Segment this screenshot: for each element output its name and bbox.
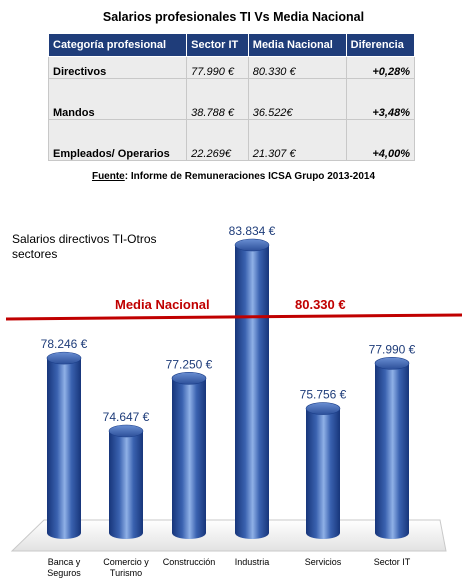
bar-value-label: 78.246 €	[40, 337, 88, 352]
row-sector-it: 22.269€	[187, 120, 249, 161]
source-label: Fuente	[91, 171, 125, 182]
bar-body	[306, 409, 340, 539]
row-media-nacional: 36.522€	[248, 79, 346, 120]
row-diferencia: +4,00%	[346, 120, 414, 161]
row-category: Mandos	[49, 79, 187, 120]
row-diferencia: +0,28%	[346, 57, 414, 79]
bar-value-label: 74.647 €	[102, 410, 150, 424]
bar-body	[109, 431, 143, 539]
header-category: Categoría profesional	[49, 34, 187, 57]
table-header-row	[49, 34, 415, 57]
category-label: Banca y Seguros	[47, 557, 81, 578]
bar-4	[229, 224, 276, 567]
row-sector-it: 38.788 €	[187, 79, 249, 120]
category-label: Industria	[234, 557, 270, 567]
bar-value-label: 77.990 €	[368, 342, 416, 357]
row-sector-it: 77.990 €	[187, 57, 249, 79]
row-media-nacional: 21.307 €	[248, 120, 346, 161]
category-label: Comercio y Turismo	[103, 557, 149, 578]
bar-6	[369, 342, 416, 567]
header-sector-it: Sector IT	[187, 34, 249, 57]
bar-body	[375, 363, 409, 539]
media-nacional-label: Media Nacional	[115, 296, 210, 312]
bar-top	[47, 352, 81, 364]
chart-title: Salarios directivos TI-Otros sectores	[12, 232, 157, 261]
bar-top	[235, 239, 269, 251]
row-media-nacional: 80.330 €	[248, 57, 346, 79]
salary-table	[48, 33, 415, 161]
table-row	[49, 120, 415, 161]
source-text: : Informe de Remuneraciones ICSA Grupo 2013-2014	[124, 171, 376, 182]
table-row	[49, 57, 415, 79]
media-nacional-value: 80.330 €	[295, 296, 346, 312]
bar-top	[306, 403, 340, 415]
bar-top	[109, 425, 143, 437]
category-label: Servicios	[304, 557, 342, 567]
bar-value-label: 83.834 €	[228, 224, 276, 238]
table-row	[49, 79, 415, 120]
bar-top	[375, 357, 409, 369]
bar-value-label: 77.250 €	[165, 357, 213, 372]
category-label: Sector IT	[373, 557, 411, 567]
table-title: Salarios profesionales TI Vs Media Nacional	[102, 10, 365, 24]
row-diferencia: +3,48%	[346, 79, 414, 120]
source-note	[0, 171, 467, 182]
bar-2	[103, 410, 150, 578]
bar-body	[172, 378, 206, 539]
header-diferencia: Diferencia	[346, 34, 414, 57]
bar-body	[47, 358, 81, 539]
salary-bar-chart	[0, 200, 467, 587]
bar-body	[235, 245, 269, 539]
bar-value-label: 75.756 €	[299, 387, 347, 402]
header-media-nacional: Media Nacional	[248, 34, 346, 57]
row-category: Empleados/ Operarios	[49, 120, 187, 161]
row-category: Directivos	[49, 57, 187, 79]
media-nacional-line	[6, 315, 462, 319]
category-label: Construcción	[162, 557, 216, 567]
bar-top	[172, 372, 206, 384]
